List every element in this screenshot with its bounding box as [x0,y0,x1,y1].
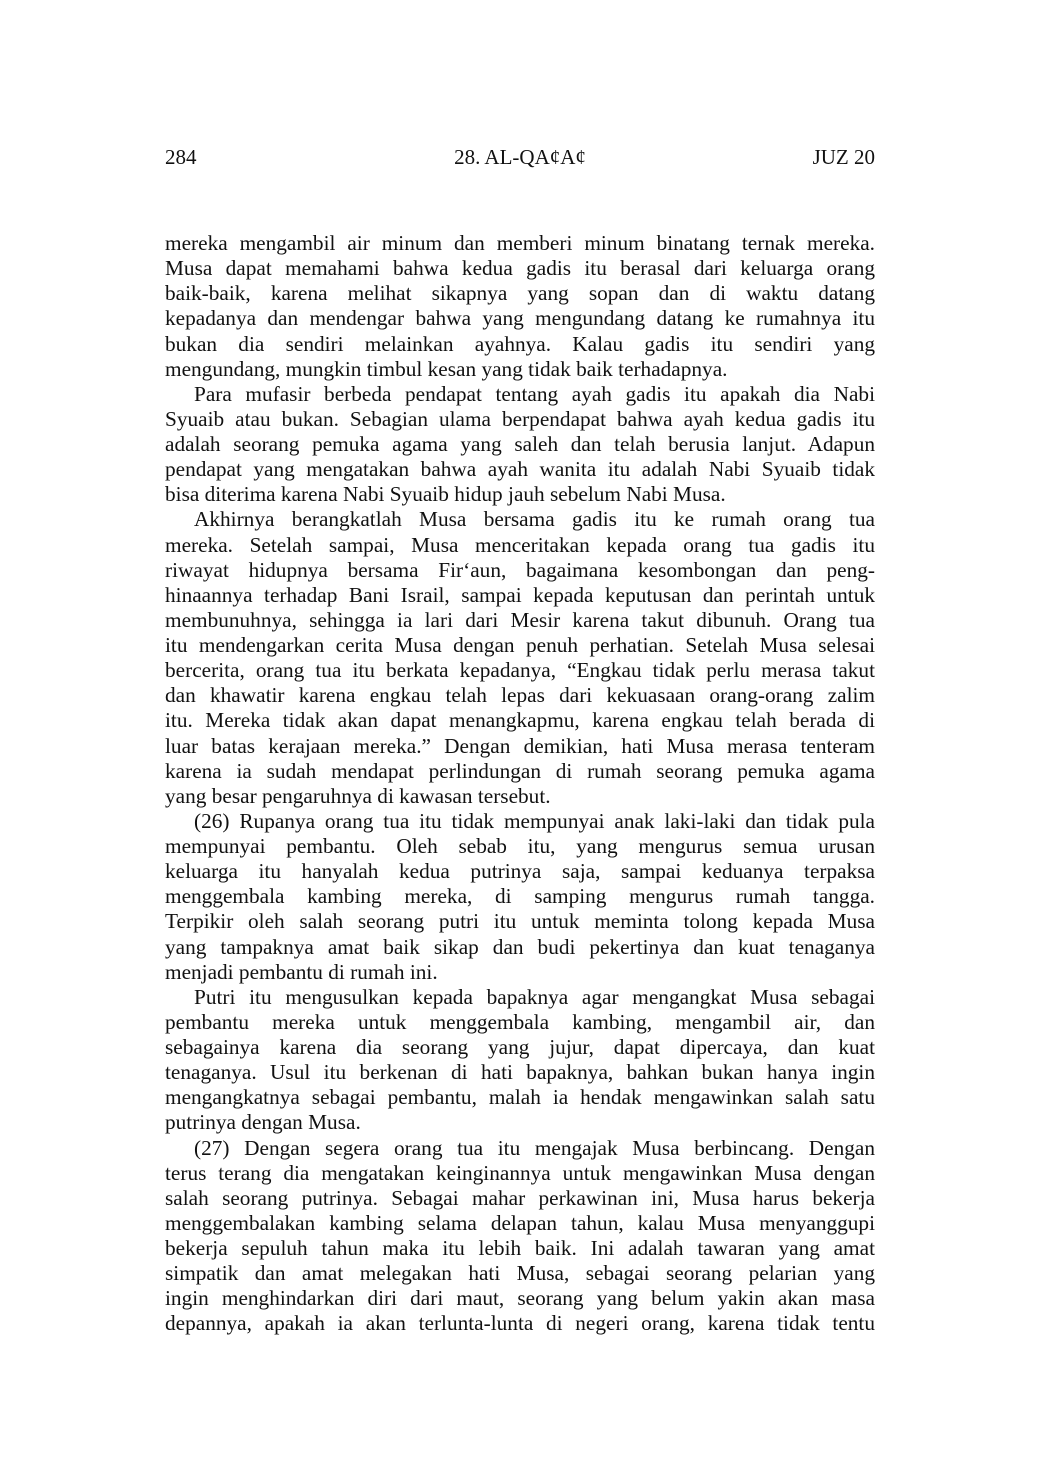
text-line: tenaganya. Usul itu berkenan di hati bapaknya, bahkan bukan hanya ingin [165,1060,875,1085]
paragraph [165,382,875,508]
text-line: pendapat yang mengatakan bahwa ayah wanita itu adalah Nabi Syuaib tidak [165,457,875,482]
text-line: ingin menghindarkan diri dari maut, seorang yang belum yakin akan masa [165,1286,875,1311]
text-line: mengangkatnya sebagai pembantu, malah ia hendak mengawinkan salah satu [165,1085,875,1110]
paragraph [165,1136,875,1337]
paragraph [165,231,875,382]
text-line: bisa diterima karena Nabi Syuaib hidup jauh sebelum Nabi Musa. [165,482,726,507]
text-line: menggembalakan kambing selama delapan tahun, kalau Musa menyanggupi [165,1210,875,1235]
text-line: mengundang, mungkin timbul kesan yang tidak baik terhadapnya. [165,356,728,381]
text-line: yang tampaknya amat baik sikap dan budi pekertinya dan kuat tenaganya [165,934,875,959]
text-line: Akhirnya berangkatlah Musa bersama gadis itu ke rumah orang tua [194,507,875,532]
text-line: itu. Mereka tidak akan dapat menangkapmu, karena engkau telah berada di [165,708,875,733]
text-line: kepadanya dan mendengar bahwa yang mengundang datang ke rumahnya itu [165,306,875,331]
text-line: hinaannya terhadap Bani Israil, sampai kepada keputusan dan perintah untuk [165,582,875,607]
page-number: 284 [165,145,197,169]
text-line: Putri itu mengusulkan kepada bapaknya agar mengangkat Musa sebagai [194,984,875,1009]
text-line: Musa dapat memahami bahwa kedua gadis itu berasal dari keluarga orang [165,256,875,281]
running-header [165,145,875,171]
text-line: itu mendengarkan cerita Musa dengan penuh perhatian. Setelah Musa selesai [165,633,875,657]
paragraph [165,809,875,985]
body-text [165,231,875,1337]
text-line: Terpikir oleh salah seorang putri itu untuk meminta tolong kepada Musa [165,909,875,934]
text-line: mempunyai pembantu. Oleh sebab itu, yang mengurus semua urusan [165,834,875,858]
text-line: membunuhnya, sehingga ia lari dari Mesir karena takut dibunuh. Orang tua [165,607,875,632]
text-line: bercerita, orang tua itu berkata kepadanya, “Engkau tidak perlu merasa takut [165,658,875,683]
juz-label: JUZ 20 [812,145,875,169]
text-line: yang besar pengaruhnya di kawasan tersebut. [165,783,551,808]
text-line: mereka mengambil air minum dan memberi minum binatang ternak mereka. [165,231,875,255]
text-line: (27) Dengan segera orang tua itu mengajak Musa berbincang. Dengan [194,1135,875,1160]
text-line: simpatik dan amat melegakan hati Musa, sebagai seorang pelarian yang [165,1261,875,1286]
text-line: sebagainya karena dia seorang yang jujur, dapat dipercaya, dan kuat [165,1035,875,1059]
text-line: pembantu mereka untuk menggembala kambing, mengambil air, dan [165,1009,875,1034]
text-line: menjadi pembantu di rumah ini. [165,959,438,984]
text-line: riwayat hidupnya bersama Fir‘aun, bagaimana kesombongan dan peng- [165,557,875,582]
chapter-title: 28. AL-QA¢A¢ [454,145,586,169]
text-line: menggembala kambing mereka, di samping mengurus rumah tangga. [165,884,875,909]
text-line: bukan dia sendiri melainkan ayahnya. Kalau gadis itu sendiri yang [165,331,875,356]
text-line: terus terang dia mengatakan keinginannya untuk mengawinkan Musa dengan [165,1160,875,1185]
text-line: baik-baik, karena melihat sikapnya yang sopan dan di waktu datang [165,281,875,306]
text-line: mereka. Setelah sampai, Musa menceritakan kepada orang tua gadis itu [165,532,875,557]
text-line: dan khawatir karena engkau telah lepas dari kekuasaan orang-orang zalim [165,683,875,708]
text-line: salah seorang putrinya. Sebagai mahar perkawinan ini, Musa harus bekerja [165,1185,875,1210]
text-line: (26) Rupanya orang tua itu tidak mempunyai anak laki-laki dan tidak pula [194,808,875,833]
text-line: adalah seorang pemuka agama yang saleh dan telah berusia lanjut. Adapun [165,432,875,456]
text-line: luar batas kerajaan mereka.” Dengan demikian, hati Musa merasa tenteram [165,733,875,758]
text-line: bekerja sepuluh tahun maka itu lebih baik. Ini adalah tawaran yang amat [165,1236,875,1260]
text-line: keluarga itu hanyalah kedua putrinya saja, sampai keduanya terpaksa [165,859,875,884]
text-line: putrinya dengan Musa. [165,1110,361,1135]
text-line: depannya, apakah ia akan terlunta-lunta di negeri orang, karena tidak tentu [165,1311,875,1336]
paragraph [165,507,875,809]
paragraph [165,985,875,1136]
text-line: karena ia sudah mendapat perlindungan di rumah seorang pemuka agama [165,758,875,783]
text-line: Syuaib atau bukan. Sebagian ulama berpendapat bahwa ayah kedua gadis itu [165,406,875,431]
text-line: Para mufasir berbeda pendapat tentang ayah gadis itu apakah dia Nabi [194,381,875,406]
